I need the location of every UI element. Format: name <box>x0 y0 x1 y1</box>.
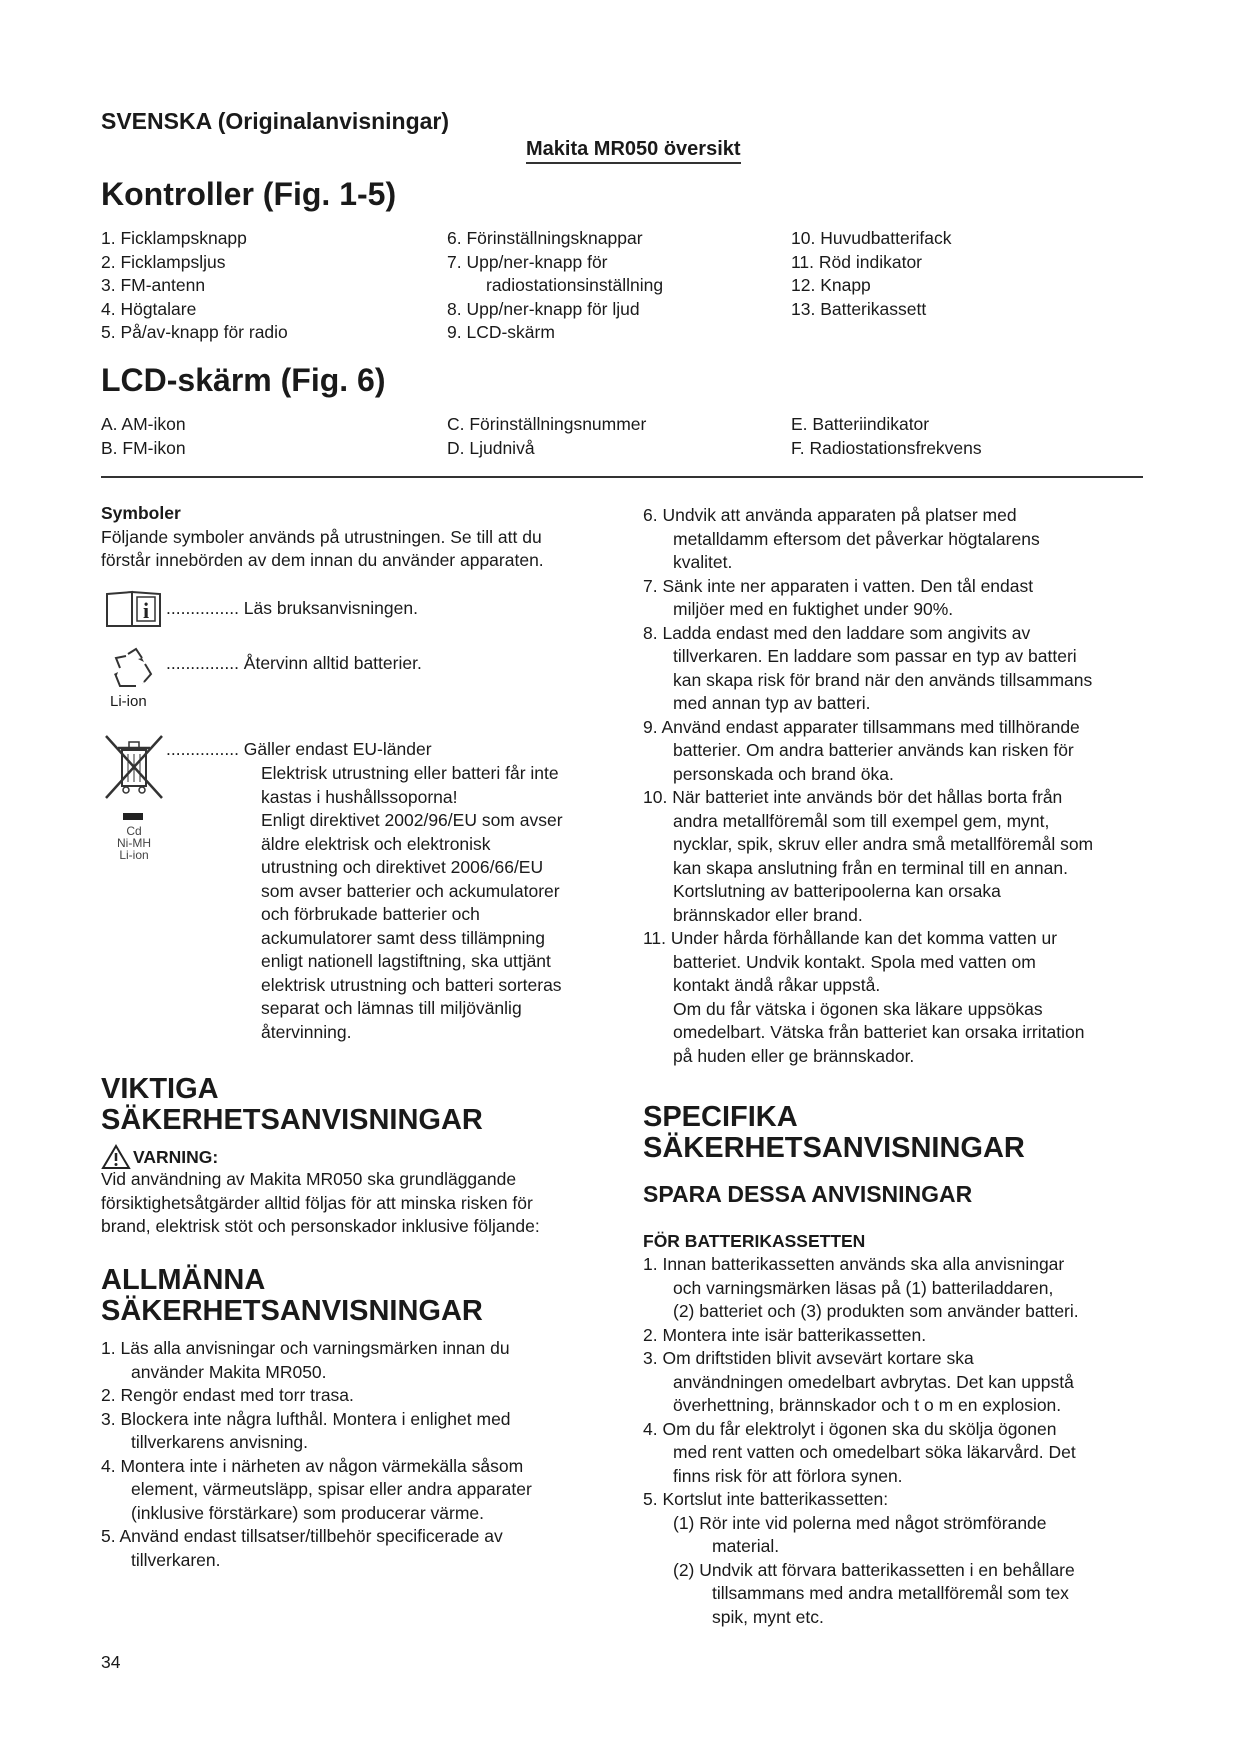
list-item: 4. Högtalare <box>101 298 197 319</box>
general-title <box>101 1265 483 1327</box>
save-instructions: SPARA DESSA ANVISNINGAR <box>643 1181 973 1207</box>
eu-text: ............... Gäller endast EU-länder <box>166 739 432 759</box>
list-item: 9. LCD-skärm <box>447 322 555 342</box>
for-battery-heading: FÖR BATTERIKASSETTEN <box>643 1231 866 1251</box>
list-item: 1. Innan batterikassetten används ska alla anvisningar och varningsmärken läsas på (1) batteriladdaren, (2) batteriet och (3) produkten som använder batteri. <box>643 1254 1079 1321</box>
list-item: 5. Använd endast tillsatser/tillbehör specificerade av tillverkaren. <box>101 1526 503 1570</box>
text-line: enligt nationell lagstiftning, ska uttjänt <box>261 951 551 971</box>
list-item: B. FM-ikon <box>101 437 186 458</box>
svg-text:i: i <box>142 598 150 623</box>
list-item: E. Batteriindikator <box>791 414 930 434</box>
controls-col3 <box>791 227 952 321</box>
list-item: 2. Ficklampsljus <box>101 251 226 272</box>
list-item: 5. På/av-knapp för radio <box>101 322 288 342</box>
text-line: som avser batterier och ackumulatorer <box>261 880 560 901</box>
list-item: C. Förinställningsnummer <box>447 414 647 434</box>
right-list <box>643 504 1143 1068</box>
list-item: 10. När batteriet inte används bör det hållas borta från andra metallföremål som till exempel gem, mynt, nycklar, spik, skruv eller andra små metallföremål som kan skapa anslutning från en terminal till en annan. Kortslutning av batteripoolerna kan orsaka brännskador eller brand. <box>643 787 1094 925</box>
heading-line: SÄKERHETSANVISNINGAR <box>101 1104 483 1136</box>
important-title <box>101 1074 483 1136</box>
recycle-text: ............... Återvinn alltid batterier. <box>166 653 422 673</box>
list-item: D. Ljudnivå <box>447 437 535 458</box>
text-line: elektrisk utrustning och batteri sorteras <box>261 974 562 995</box>
list-item: 1. Ficklampsknapp <box>101 228 247 248</box>
controls-col2 <box>447 227 663 345</box>
symbols-intro-line: förstår innebörden av dem innan du använder apparaten. <box>101 550 544 570</box>
heading-line: ALLMÄNNA <box>101 1264 266 1296</box>
chem-label: Cd <box>126 824 142 838</box>
heading-line: SPECIFIKA <box>643 1101 798 1133</box>
general-list <box>101 1337 631 1572</box>
li-ion-label: Li-ion <box>110 693 147 710</box>
symbols-title: Symboler <box>101 503 181 523</box>
list-item: 8. Upp/ner-knapp för ljud <box>447 298 640 319</box>
list-item: 5. Kortslut inte batterikassetten: <box>643 1489 889 1509</box>
warning-text: VARNING: <box>133 1146 219 1167</box>
list-item: 8. Ladda endast med den laddare som angivits av tillverkaren. En laddare som passar en typ av batteri kan skapa risk för brand när den används tillsammans med annan typ av batteri. <box>643 622 1093 713</box>
text-line: Elektrisk utrustning eller batteri får inte <box>261 763 559 783</box>
divider <box>101 476 1143 478</box>
lcd-col2 <box>447 413 646 460</box>
symbols-section <box>101 502 621 573</box>
warning-icon <box>101 1144 131 1170</box>
list-item: 7. Upp/ner-knapp för <box>447 251 608 272</box>
lcd-col3 <box>791 413 982 460</box>
controls-col1 <box>101 227 288 345</box>
language-heading: SVENSKA (Originalanvisningar) <box>101 108 450 134</box>
list-item: 1. Läs alla anvisningar och varningsmärken innan du använder Makita MR050. <box>101 1338 510 1382</box>
heading-line: VIKTIGA <box>101 1073 219 1105</box>
text-line: äldre elektrisk och elektronisk <box>261 833 491 854</box>
text-line: Vid användning av Makita MR050 ska grundläggande <box>101 1169 517 1189</box>
list-item: radiostationsinställning <box>486 275 664 295</box>
list-item: 12. Knapp <box>791 275 871 295</box>
chemical-labels <box>106 825 162 861</box>
page-number: 34 <box>101 1652 121 1672</box>
crossed-bin-icon <box>102 732 166 802</box>
symbols-intro-line: Följande symboler används på utrustningen. Se till att du <box>101 526 542 547</box>
lcd-title: LCD-skärm (Fig. 6) <box>101 362 386 398</box>
overview-heading: Makita MR050 översikt <box>526 138 741 164</box>
list-item: 3. Blockera inte några lufthål. Montera i enlighet med tillverkarens anvisning. <box>101 1408 511 1452</box>
black-bar-icon <box>123 813 143 820</box>
list-item: 10. Huvudbatterifack <box>791 228 952 248</box>
list-item: 4. Montera inte i närheten av någon värmekälla såsom element, värmeutsläpp, spisar eller andra apparater (inklusive förstärkare) som producerar värme. <box>101 1455 532 1523</box>
warning-label <box>101 1144 218 1170</box>
list-item: 9. Använd endast apparater tillsammans med tillhörande batterier. Om andra batterier används kan risken för personskada och brand öka. <box>643 716 1080 784</box>
specific-title <box>643 1102 1025 1164</box>
sub-list-item: (2) Undvik att förvara batterikassetten i en behållare tillsammans med andra metallföremål som tex spik, mynt etc. <box>673 1559 1075 1627</box>
list-item: 6. Förinställningsknappar <box>447 228 643 248</box>
list-item: 2. Rengör endast med torr trasa. <box>101 1385 354 1405</box>
controls-title: Kontroller (Fig. 1-5) <box>101 176 397 212</box>
text-line: försiktighetsåtgärder alltid följas för att minska risken för <box>101 1192 533 1213</box>
list-item: 3. FM-antenn <box>101 275 206 295</box>
recycle-icon <box>106 646 162 692</box>
heading-line: SÄKERHETSANVISNINGAR <box>101 1295 483 1327</box>
read-manual-icon <box>104 588 164 628</box>
text-line: återvinning. <box>261 1021 352 1042</box>
text-line: kastas i hushållssoporna! <box>261 786 458 807</box>
list-item: 11. Under hårda förhållande kan det komma vatten ur batteriet. Undvik kontakt. Spola med vatten om kontakt ändå råkar uppstå. Om du får vätska i ögonen ska läkare uppsökas omedelbart. Vätska från batteriet kan orsaka irritation på huden eller ge brännskador. <box>643 928 1085 1066</box>
eu-paragraph <box>261 762 563 1044</box>
text-line: ackumulatorer samt dess tillämpning <box>261 927 546 948</box>
list-item: 6. Undvik att använda apparaten på platser med metalldamm eftersom det påverkar högtalarens kvalitet. <box>643 505 1040 572</box>
sub-list-item: (1) Rör inte vid polerna med något strömförande material. <box>673 1512 1047 1556</box>
chem-label: Li-ion <box>119 848 149 862</box>
text-line: brand, elektrisk stöt och personskador inklusive följande: <box>101 1216 540 1236</box>
read-manual-text: ............... Läs bruksanvisningen. <box>166 598 418 618</box>
heading-line: SÄKERHETSANVISNINGAR <box>643 1132 1025 1164</box>
important-paragraph <box>101 1168 540 1239</box>
list-item: 13. Batterikassett <box>791 298 927 319</box>
list-item: 11. Röd indikator <box>791 251 923 272</box>
list-item: 7. Sänk inte ner apparaten i vatten. Den tål endast miljöer med en fuktighet under 90%. <box>643 575 1034 619</box>
list-item: 2. Montera inte isär batterikassetten. <box>643 1324 927 1345</box>
text-line: och förbrukade batterier och <box>261 904 480 924</box>
text-line: separat och lämnas till miljövänlig <box>261 998 522 1018</box>
specific-list <box>643 1253 1143 1629</box>
list-item: F. Radiostationsfrekvens <box>791 437 982 458</box>
list-item: A. AM-ikon <box>101 414 186 434</box>
text-line: Enligt direktivet 2002/96/EU som avser <box>261 810 563 830</box>
list-item: 3. Om driftstiden blivit avsevärt kortare ska användningen omedelbart avbrytas. Det kan uppstå överhettning, brännskador och t o m en explosion. <box>643 1348 1074 1415</box>
chem-label: Ni-MH <box>117 836 151 850</box>
lcd-col1 <box>101 413 186 460</box>
list-item: 4. Om du får elektrolyt i ögonen ska du skölja ögonen med rent vatten och omedelbart söka läkarvård. Det finns risk för att förlora synen. <box>643 1418 1076 1486</box>
text-line: utrustning och direktivet 2006/66/EU <box>261 857 544 877</box>
